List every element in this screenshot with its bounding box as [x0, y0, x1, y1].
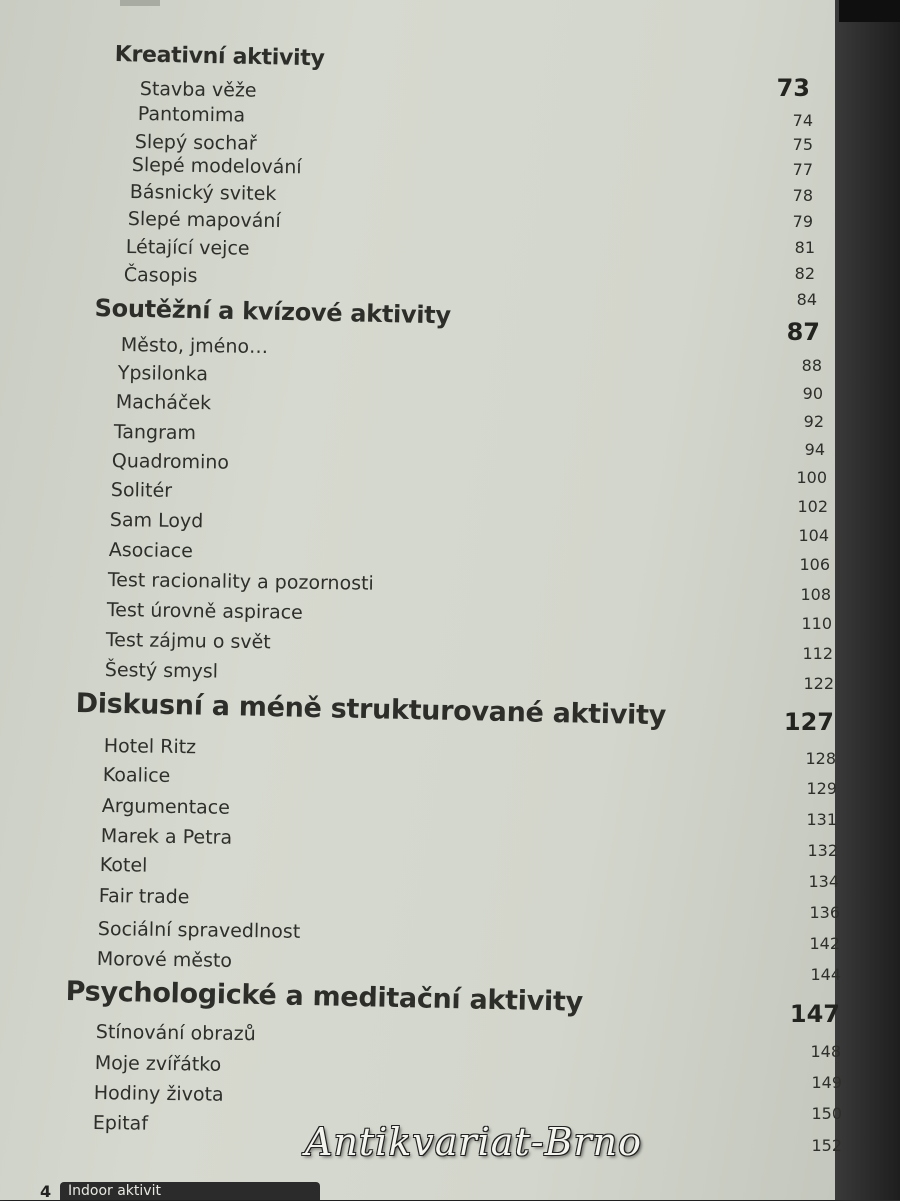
toc-entry-label: Slepé mapování [127, 208, 281, 233]
toc-entry-label: Létající vejce [125, 236, 250, 260]
section-page-number: 73 [776, 74, 810, 102]
toc-entry-page: 144 [810, 965, 841, 984]
toc-entry-page: 102 [797, 497, 828, 516]
toc-entry-page: 74 [792, 111, 813, 130]
toc-entry-page: 134 [808, 872, 839, 891]
section-heading: Psychologické a meditační aktivity [65, 976, 584, 1018]
toc-entry-label: Epitaf [92, 1112, 149, 1135]
toc-entry-label: Hotel Ritz [103, 735, 197, 759]
toc-entry-page: 131 [806, 810, 837, 829]
toc-entry-label: Test úrovně aspirace [106, 599, 303, 624]
section-page-number: 147 [789, 1000, 840, 1028]
toc-entry-label: Stavba věže [139, 78, 257, 102]
section-heading: Diskusní a méně strukturované aktivity [75, 688, 667, 732]
toc-entry-label: Pantomima [137, 103, 246, 127]
toc-entry-label: Solitér [110, 479, 173, 502]
toc-entry-page: 90 [802, 384, 823, 403]
toc-entry-label: Kotel [99, 854, 148, 877]
toc-entry-page: 92 [803, 412, 824, 431]
toc-entry-label: Časopis [123, 264, 198, 288]
toc-entry-page: 84 [796, 290, 817, 309]
toc-entry-label: Sociální spravedlnost [97, 918, 301, 943]
toc-entry-label: Slepý sochař [134, 131, 257, 155]
edge-strip [839, 0, 900, 22]
toc-entry-label: Quadromino [111, 450, 230, 474]
toc-entry-page: 100 [796, 468, 827, 487]
toc-entry-label: Morové město [96, 948, 233, 972]
toc-entry-label: Macháček [115, 391, 212, 415]
toc-entry-label: Slepé modelování [131, 154, 302, 179]
toc-entry-page: 149 [811, 1073, 842, 1092]
toc-entry-label: Šestý smysl [104, 659, 219, 683]
page-edge-shadow [835, 0, 900, 1200]
toc-entry-page: 122 [803, 674, 834, 693]
toc-entry-label: Asociace [108, 539, 194, 563]
top-edge-mark [120, 0, 160, 6]
toc-entry-page: 75 [792, 135, 813, 154]
toc-entry-label: Tangram [113, 421, 197, 445]
toc-entry-page: 152 [811, 1136, 842, 1155]
toc-entry-label: Koalice [102, 764, 171, 787]
page-number: 4 [40, 1182, 52, 1201]
toc-entry-page: 136 [809, 903, 840, 922]
toc-entry-label: Hodiny života [93, 1082, 224, 1106]
toc-entry-page: 148 [810, 1042, 841, 1061]
page-footer [0, 1182, 835, 1200]
toc-entry-page: 128 [805, 749, 836, 768]
toc-entry-page: 81 [794, 238, 815, 257]
toc-entry-page: 129 [806, 779, 837, 798]
toc-entry-page: 150 [811, 1104, 842, 1123]
toc-entry-label: Ypsilonka [117, 362, 209, 386]
toc-entry-label: Město, jméno… [120, 334, 269, 359]
toc-entry-label: Argumentace [101, 795, 231, 819]
toc-entry-label: Moje zvířátko [94, 1052, 222, 1076]
toc-entry-label: Test zájmu o svět [105, 629, 271, 654]
section-heading: Soutěžní a kvízové aktivity [94, 294, 452, 330]
toc-entry-label: Test racionality a pozornosti [107, 569, 374, 595]
toc-entry-page: 94 [804, 440, 825, 459]
toc-entry-label: Sam Loyd [109, 509, 204, 533]
toc-entry-page: 106 [799, 555, 830, 574]
toc-entry-page: 132 [807, 841, 838, 860]
toc-entry-page: 112 [802, 644, 833, 663]
toc-entry-page: 104 [798, 526, 829, 545]
toc-entry-page: 82 [794, 264, 815, 283]
toc-entry-page: 79 [792, 212, 813, 231]
toc-entry-label: Básnický svitek [129, 181, 277, 206]
toc-entry-label: Fair trade [98, 885, 190, 909]
toc-entry-label: Marek a Petra [100, 825, 233, 849]
section-heading: Kreativní aktivity [114, 42, 325, 72]
toc-entry-label: Stínování obrazů [95, 1021, 256, 1046]
section-page-number: 87 [786, 318, 820, 346]
toc-entry-page: 108 [800, 585, 831, 604]
section-page-number: 127 [783, 708, 834, 736]
running-title: Indoor aktivit [68, 1183, 161, 1199]
watermark-text: Antikvariat-Brno [305, 1120, 643, 1164]
toc-entry-page: 142 [809, 934, 840, 953]
toc-entry-page: 110 [801, 614, 832, 633]
toc-entry-page: 77 [792, 160, 813, 179]
toc-entry-page: 78 [792, 186, 813, 205]
toc-entry-page: 88 [801, 356, 822, 375]
